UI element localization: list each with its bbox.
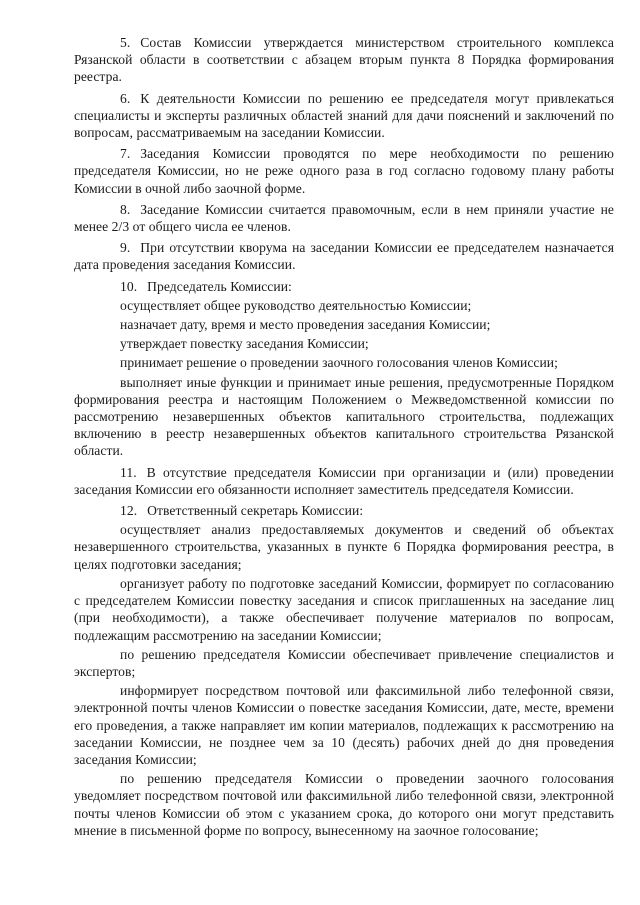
paragraph-text: При отсутствии кворума на заседании Комиссии ее председателем назначается дата проведения заседания Комиссии. bbox=[74, 240, 614, 273]
list-item bbox=[74, 316, 614, 333]
paragraph-number: 8. bbox=[120, 201, 131, 217]
paragraph-number: 6. bbox=[120, 90, 131, 106]
paragraph-text: по решению председателя Комиссии о проведении заочного голосования уведомляет посредством почтовой или факсимильной либо телефонной связи, электронной почты членов Комиссии об этом с указанием срока, до которого они могут представить мнение в письменной форме по вопросу, вынесенному на заочное голосование; bbox=[74, 771, 614, 838]
paragraph-number: 12. bbox=[120, 503, 138, 519]
paragraph-text: Председатель Комиссии: bbox=[147, 278, 292, 294]
paragraph-text: назначает дату, время и место проведения заседания Комиссии; bbox=[120, 317, 491, 333]
list-item bbox=[74, 770, 614, 839]
paragraph-text: выполняет иные функции и принимает иные решения, предусмотренные Порядком формирования реестра и настоящим Положением о Межведомственной комиссии по рассмотрению незавершенных объектов капитального строительства, подлежащих включению в реестр незавершенных объектов капитального строительства Рязанской области. bbox=[74, 374, 614, 459]
list-item bbox=[74, 521, 614, 573]
paragraph-6 bbox=[74, 90, 614, 142]
paragraph-10 bbox=[74, 278, 614, 295]
paragraph-text: осуществляет общее руководство деятельностью Комиссии; bbox=[120, 297, 472, 313]
paragraph-5 bbox=[74, 34, 614, 86]
paragraph-number: 5. bbox=[120, 35, 131, 50]
list-item bbox=[74, 682, 614, 768]
paragraph-number: 9. bbox=[120, 240, 131, 256]
paragraph-number: 10. bbox=[120, 278, 138, 294]
paragraph-text: Заседания Комиссии проводятся по мере необходимости по решению председателя Комиссии, но не реже одного раза в год согласно годовому плану работы Комиссии в очной либо заочной форме. bbox=[74, 146, 614, 196]
list-item bbox=[74, 297, 614, 314]
paragraph-text: по решению председателя Комиссии обеспечивает привлечение специалистов и экспертов; bbox=[74, 646, 614, 679]
list-item bbox=[74, 646, 614, 680]
paragraph-text: принимает решение о проведении заочного голосования членов Комиссии; bbox=[120, 355, 558, 371]
paragraph-text: утверждает повестку заседания Комиссии; bbox=[120, 336, 369, 352]
paragraph-12 bbox=[74, 502, 614, 519]
paragraph-text: Заседание Комиссии считается правомочным, если в нем приняли участие не менее 2/3 от общего числа ее членов. bbox=[74, 201, 614, 235]
paragraph-9 bbox=[74, 239, 614, 273]
paragraph-8 bbox=[74, 201, 614, 235]
list-item bbox=[74, 354, 614, 371]
paragraph-text: Ответственный секретарь Комиссии: bbox=[147, 503, 364, 519]
paragraph-text: информирует посредством почтовой или факсимильной либо телефонной связи, электронной почты членов Комиссии о повестке заседания Комиссии, дате, месте, времени его проведения, а также направляет им копии материалов, подлежащих к рассмотрению на заседании Комиссии, не позднее чем за 10 (десять) рабочих дней до дня проведения заседания Комиссии; bbox=[74, 683, 614, 767]
list-item bbox=[74, 335, 614, 352]
paragraph-text: Состав Комиссии утверждается министерством строительного комплекса Рязанской области в соответствии с абзацем вторым пункта 8 Порядка формирования реестра. bbox=[74, 35, 614, 85]
paragraph-text: В отсутствие председателя Комиссии при организации и (или) проведении заседания Комиссии его обязанности исполняет заместитель председателя Комиссии. bbox=[74, 464, 614, 497]
paragraph-text: осуществляет анализ предоставляемых документов и сведений об объектах незавершенного строительства, указанных в пункте 6 Порядка формирования реестра, в целях подготовки заседания; bbox=[74, 522, 614, 572]
list-item bbox=[74, 374, 614, 460]
paragraph-number: 11. bbox=[120, 464, 137, 480]
paragraph-number: 7. bbox=[120, 146, 131, 162]
list-item bbox=[74, 575, 614, 644]
paragraph-7 bbox=[74, 145, 614, 197]
paragraph-11 bbox=[74, 464, 614, 498]
paragraph-text: организует работу по подготовке заседаний Комиссии, формирует по согласованию с председателем Комиссии повестку заседания и список приглашенных на заседание лиц (при необходимости), а также обеспечивает получение материалов по вопросам, подлежащим рассмотрению на заседании Комиссии; bbox=[74, 575, 614, 643]
paragraph-text: К деятельности Комиссии по решению ее председателя могут привлекаться специалисты и эксперты различных областей знаний для дачи пояснений и заключений по вопросам, рассматриваемым на заседании Комиссии. bbox=[74, 90, 614, 141]
